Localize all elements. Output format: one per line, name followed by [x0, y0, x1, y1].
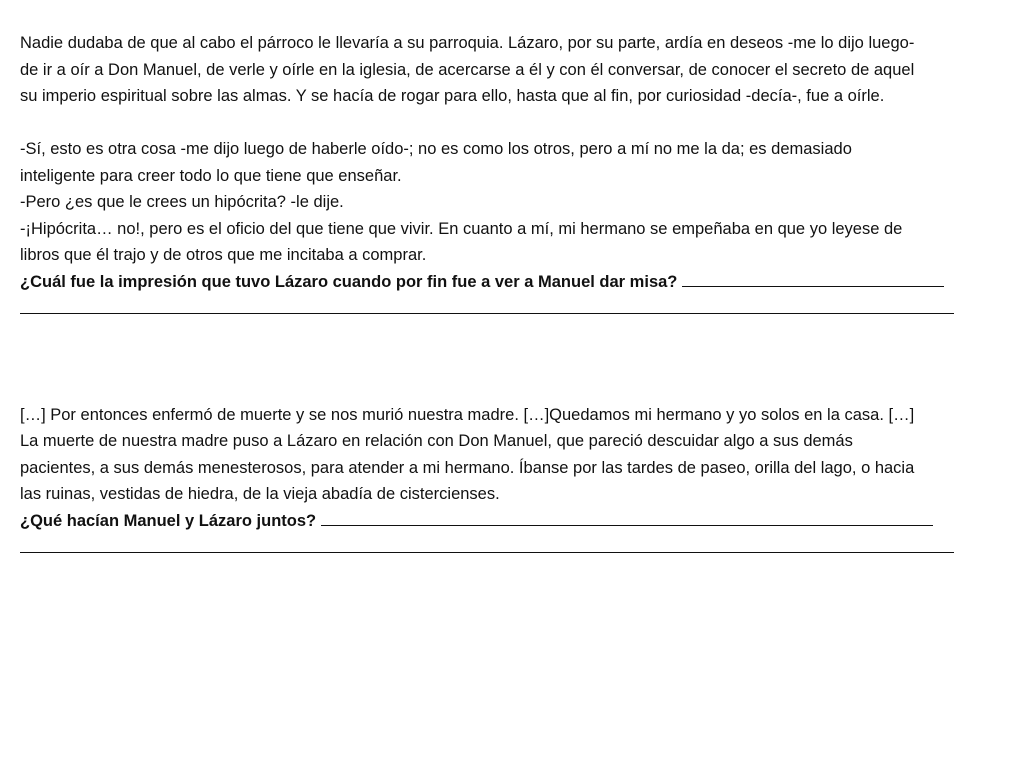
text-line: -Sí, esto es otra cosa -me dijo luego de haberle oído-; no es como los otros, pero a mí no me la da; es demasiado — [20, 140, 852, 158]
text-line: libros que él trajo y de otros que me incitaba a comprar. — [20, 246, 427, 264]
text-line: pacientes, a sus demás menesterosos, para atender a mi hermano. Íbanse por las tardes de paseo, orilla del lago, o hacia — [20, 458, 915, 477]
question-2-text: ¿Qué hacían Manuel y Lázaro juntos? — [20, 511, 317, 530]
text-line: -¡Hipócrita… no!, pero es el oficio del que tiene que vivir. En cuanto a mí, mi hermano se empeñaba en que yo leyese de — [20, 219, 903, 238]
text-line: -Pero ¿es que le crees un hipócrita? -le dije. — [20, 193, 344, 211]
answer-1-blank-inline[interactable] — [682, 269, 944, 287]
section-spacer — [20, 322, 1010, 402]
answer-2-blank-line[interactable] — [20, 534, 1010, 561]
passage-2-paragraph — [20, 402, 1010, 508]
text-line: de ir a oír a Don Manuel, de verle y oírle en la iglesia, de acercarse a él y con él conversar, de conocer el secreto de aquel — [20, 60, 915, 79]
paragraph-spacer — [20, 110, 1010, 137]
passage-1-paragraph-2 — [20, 136, 1010, 269]
passage-1-paragraph-1 — [20, 30, 1010, 110]
text-line: […] Por entonces enfermó de muerte y se nos murió nuestra madre. […]Quedamos mi hermano y yo solos en la casa. […] — [20, 405, 915, 424]
answer-1-blank-line[interactable] — [20, 295, 1010, 322]
text-line: Nadie dudaba de que al cabo el párroco le llevaría a su parroquia. Lázaro, por su parte, ardía en deseos -me lo dijo luego- — [20, 34, 915, 52]
text-line: su imperio espiritual sobre las almas. Y se hacía de rogar para ello, hasta que al fin, por curiosidad -decía-, fue a oírle. — [20, 87, 885, 105]
question-1 — [20, 269, 1010, 296]
question-2 — [20, 508, 1010, 535]
text-line: las ruinas, vestidas de hiedra, de la vieja abadía de cistercienses. — [20, 485, 500, 503]
answer-2-blank-inline[interactable] — [321, 508, 933, 526]
text-line: inteligente para creer todo lo que tiene que enseñar. — [20, 166, 402, 185]
document-page — [20, 30, 1010, 561]
question-1-text: ¿Cuál fue la impresión que tuvo Lázaro cuando por fin fue a ver a Manuel dar misa? — [20, 272, 678, 291]
text-line: La muerte de nuestra madre puso a Lázaro en relación con Don Manuel, que pareció descuidar algo a sus demás — [20, 432, 853, 450]
